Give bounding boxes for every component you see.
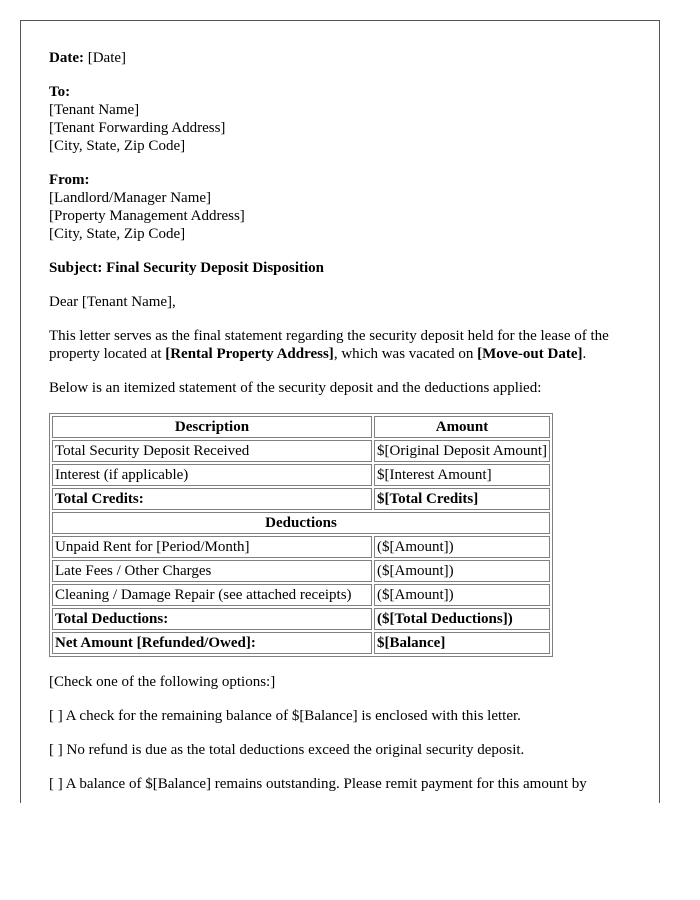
from-block: From: [Landlord/Manager Name] [Property Management Address] [City, State, Zip Code] — [49, 172, 245, 242]
total-credits-row: Total Credits: $[Total Credits] — [52, 488, 550, 510]
table-header-row: Description Amount — [52, 416, 550, 438]
table-row: Late Fees / Other Charges ($[Amount]) — [52, 560, 550, 582]
deductions-header-row: Deductions — [52, 512, 550, 534]
option-item: [ ] A balance of $[Balance] remains outstanding. Please remit payment for this amount by — [49, 776, 587, 792]
table-row: Unpaid Rent for [Period/Month] ($[Amount]) — [52, 536, 550, 558]
total-deductions-row: Total Deductions: ($[Total Deductions]) — [52, 608, 550, 630]
table-row: Total Security Deposit Received $[Original Deposit Amount] — [52, 440, 550, 462]
salutation: Dear [Tenant Name], — [49, 294, 176, 310]
net-amount-row: Net Amount [Refunded/Owed]: $[Balance] — [52, 632, 550, 654]
table-row: Cleaning / Damage Repair (see attached receipts) ($[Amount]) — [52, 584, 550, 606]
statement-intro: Below is an itemized statement of the security deposit and the deductions applied: — [49, 380, 542, 396]
option-item: [ ] No refund is due as the total deductions exceed the original security deposit. — [49, 742, 525, 758]
intro-paragraph: This letter serves as the final statement regarding the security deposit held for the lease of the property located at [Rental Property Address], which was vacated on [Move-out Date]. — [49, 328, 609, 362]
to-block: To: [Tenant Name] [Tenant Forwarding Address] [City, State, Zip Code] — [49, 84, 226, 154]
date-line: Date: [Date] — [49, 50, 127, 66]
deposit-table — [49, 413, 553, 657]
option-item: [ ] A check for the remaining balance of $[Balance] is enclosed with this letter. — [49, 708, 521, 724]
table-row: Interest (if applicable) $[Interest Amount] — [52, 464, 550, 486]
subject-line: Subject: Final Security Deposit Disposition — [49, 260, 325, 276]
letter-page — [20, 20, 660, 803]
options-intro: [Check one of the following options:] — [49, 674, 276, 690]
